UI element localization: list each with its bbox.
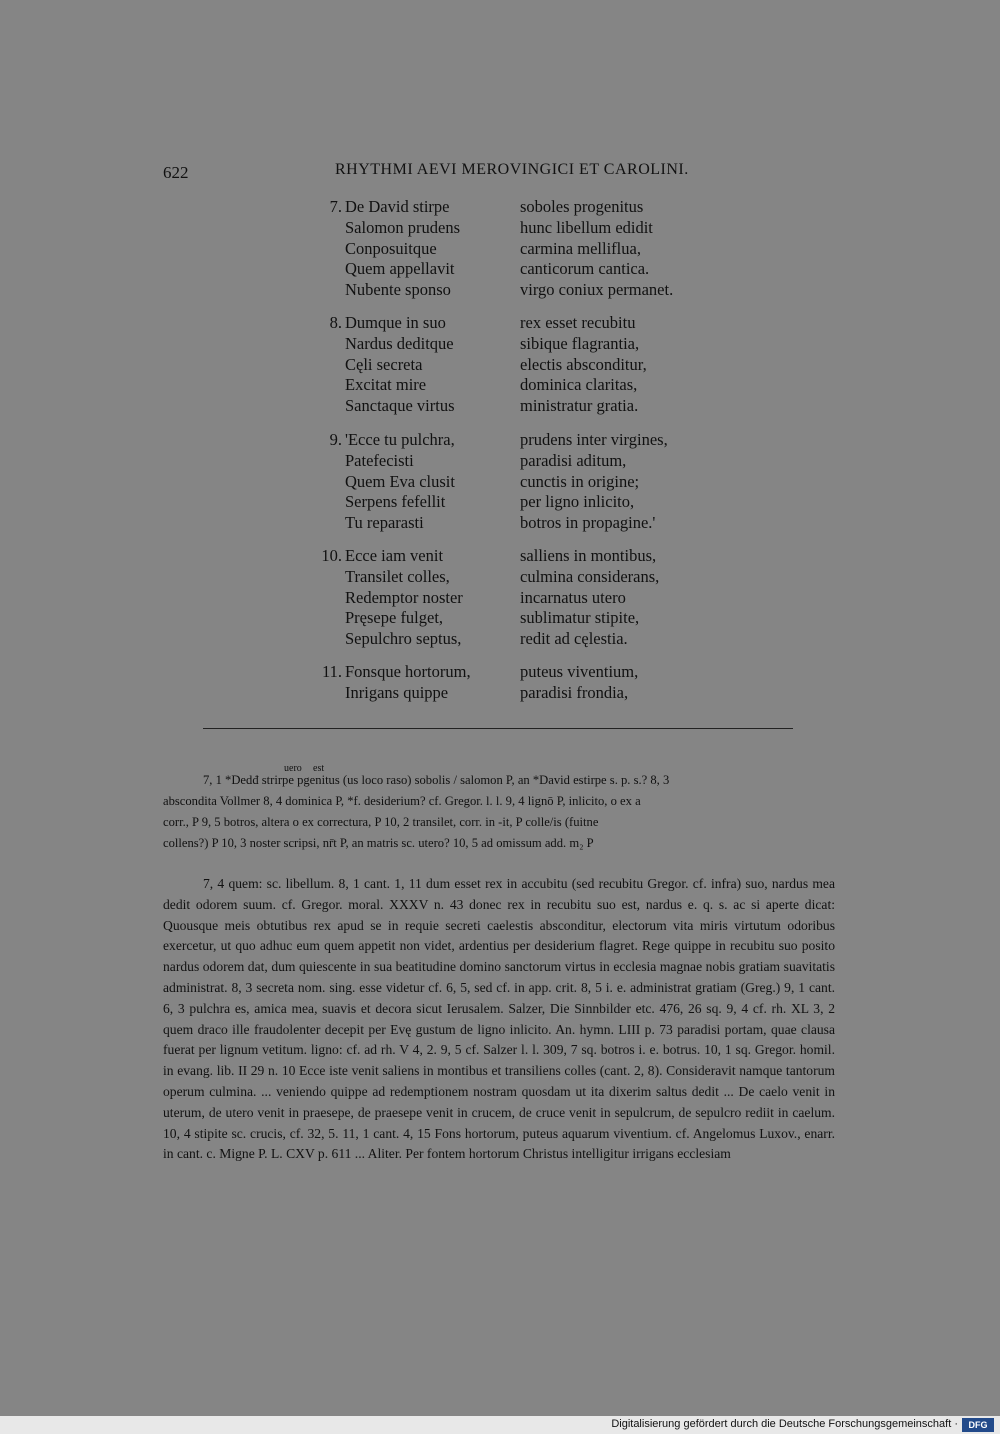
verse-line [300, 472, 720, 493]
stanza-number: 10. [321, 546, 342, 565]
apparatus-line: abscondita Vollmer 8, 4 dominica P, *f. desiderium? cf. Gregor. l. l. 9, 4 lignō P, inlicito, o ex a [163, 794, 641, 808]
verse-second-half: salliens in montibus, [520, 546, 657, 565]
stanza [300, 313, 720, 417]
verse-line [300, 608, 720, 629]
verse-second-half: culmina considerans, [520, 566, 660, 586]
verse-first-half: Transilet colles, [345, 566, 450, 586]
verse-second-half: ministratur gratia. [520, 396, 639, 416]
verse-line [300, 396, 720, 417]
verse-line [300, 546, 720, 567]
apparatus-line: collens?) P 10, 3 noster scripsi, nr̄t P, an matris sc. utero? 10, 5 ad omissum add. m₂ P [163, 836, 594, 850]
stanza [300, 662, 720, 704]
verse-line [300, 375, 720, 396]
verse-second-half: rex esset recubitu [520, 313, 636, 332]
verse-second-half: paradisi frondia, [520, 682, 629, 702]
verse-second-half: virgo coniux permanet. [520, 280, 674, 300]
verse-line [300, 197, 720, 218]
verse-first-half: Fonsque hortorum, [345, 662, 471, 681]
verse-line [300, 588, 720, 609]
verse-line [300, 683, 720, 704]
verse-second-half: puteus viventium, [520, 662, 639, 681]
verse-second-half: carmina melliflua, [520, 238, 641, 258]
verse-first-half: Serpens fefellit [345, 492, 446, 512]
verse-line [300, 259, 720, 280]
verse-first-half: Dumque in suo [345, 313, 446, 332]
dfg-logo: DFG [962, 1418, 994, 1432]
verse-second-half: prudens inter virgines, [520, 430, 668, 449]
stanza-number: 9. [329, 430, 342, 449]
running-title: RHYTHMI AEVI MEROVINGICI ET CAROLINI. [335, 161, 689, 178]
verse-line [300, 334, 720, 355]
verse-second-half: sublimatur stipite, [520, 608, 640, 628]
verse-first-half: Pręsepe fulget, [345, 608, 444, 628]
verse-first-half: Cęli secreta [345, 354, 423, 374]
verse-first-half: Quem Eva clusit [345, 471, 455, 491]
verse-second-half: electis absconditur, [520, 354, 647, 374]
verse-first-half: Salomon prudens [345, 217, 461, 237]
superscript-correction: est [313, 763, 325, 774]
verse-line [300, 513, 720, 534]
verse-second-half: paradisi aditum, [520, 450, 627, 470]
superscript-correction: uero [284, 763, 302, 774]
critical-apparatus [163, 764, 835, 854]
verse-first-half: Nubente sponso [345, 280, 451, 300]
stanza-number: 7. [329, 197, 342, 216]
verse-first-half: Sepulchro septus, [345, 629, 462, 649]
verse-first-half: Nardus deditque [345, 333, 454, 353]
verse-second-half: incarnatus utero [520, 587, 626, 607]
funding-credit: Digitalisierung gefördert durch die Deutsche Forschungsgemeinschaft · [611, 1418, 958, 1430]
separator-rule [203, 728, 793, 729]
verse-line [300, 662, 720, 683]
verse-first-half: Redemptor noster [345, 587, 463, 607]
verse-line [300, 492, 720, 513]
verse-first-half: Conposuitque [345, 238, 437, 258]
verse-second-half: sibique flagrantia, [520, 333, 640, 353]
apparatus-line: 7, 1 *Dedđ strirpe pgenitus (us loco raso) sobolis / salomon P, an *David estirpe s. p. s.? 8, 3 [203, 773, 670, 787]
stanza-number: 8. [329, 313, 342, 332]
verse-line [300, 567, 720, 588]
verse-line [300, 280, 720, 301]
verse-line [300, 239, 720, 260]
verse-second-half: botros in propagine.' [520, 513, 656, 533]
verse-line [300, 430, 720, 451]
verse-second-half: cunctis in origine; [520, 471, 640, 491]
verse-first-half: Ecce iam venit [345, 546, 444, 565]
footer-bar [0, 1416, 1000, 1434]
verse-line [300, 313, 720, 334]
commentary-paragraph: 7, 4 quem: sc. libellum. 8, 1 cant. 1, 11 dum esset rex in accubitu (sed recubitu Gregor. cf. infra) suo, nardus mea dedit odorem suum. cf. Gregor. moral. XXXV n. 43 donec rex in recubitu suo est, nardus e. q. s. ac si aperte dicat: Quousque meis obtutibus rex apud se in requie secreti caelestis absconditur, electorum vita miris virtutum odoribus exercetur, ut quo adhuc eum quem appetit non videt, ardentius per desiderium flagret. Rege quippe in recubitu suo posito nardus odorem dat, dum quiescente in sua beatitudine domino sanctorum virtus in ecclesia magnae nobis gratiam suavitatis administrat. 8, 3 secreta nom. sing. esse videtur cf. 6, 5, sed cf. in app. crit. 8, 5 i. e. administrat gratiam (Greg.) 9, 1 cant. 6, 3 pulchra es, amica mea, suavis et decora sicut Ierusalem. Salzer, Die Sinnbilder etc. 476, 26 sq. 9, 4 cf. rh. XL 3, 2 quem draco ille fraudolenter decepit per Evę gustum de ligno inlicito. An. hymn. LIII p. 73 paradisi portam, quae clausa fuerat per lignum vetitum. ligno: cf. ad rh. V 4, 2. 9, 5 cf. Salzer l. l. 309, 7 sq. botros i. e. botrus. 10, 1 sq. Gregor. homil. in evang. lib. II 29 n. 10 Ecce iste venit saliens in montibus et transiliens colles (cant. 2, 8). Consideravit namque tantorum operum culmina. ... veniendo quippe ad redemptionem nostram quosdam ut ita dixerim saltus dedit ... De caelo venit in uterum, de utero venit in praesepe, de praesepe venit in crucem, de cruce venit in sepulcrum, de sepulcro rediit in caelum. 10, 4 stipite sc. crucis, cf. 32, 5. 11, 1 cant. 4, 15 Fons hortorum, puteus aquarum viventium. cf. Angelomus Luxov., enarr. in cant. c. Migne P. L. CXV p. 611 ... Aliter. Per fontem hortorum Christus intelligitur irrigans ecclesiam [163, 876, 835, 1162]
verse-line [300, 451, 720, 472]
verse-first-half: De David stirpe [345, 197, 450, 216]
verse-second-half: per ligno inlicito, [520, 492, 635, 512]
stanza [300, 430, 720, 534]
apparatus-line: corr., P 9, 5 botros, altera o ex correctura, P 10, 2 transilet, corr. in -it, P colle/is (fuitne [163, 815, 599, 829]
verse-first-half: Inrigans quippe [345, 682, 449, 702]
commentary-notes [163, 874, 835, 1165]
stanza [300, 197, 720, 301]
verse-line [300, 629, 720, 650]
stanza-number: 11. [321, 662, 342, 681]
verse-first-half: Sanctaque virtus [345, 396, 455, 416]
verse-second-half: dominica claritas, [520, 375, 638, 395]
verse-first-half: Excitat mire [345, 375, 427, 395]
verse-first-half: Patefecisti [345, 450, 414, 470]
verse-line [300, 218, 720, 239]
verse-second-half: soboles progenitus [520, 197, 644, 216]
verse-second-half: redit ad cęlestia. [520, 629, 628, 649]
verse-second-half: canticorum cantica. [520, 259, 650, 279]
verse-first-half: Tu reparasti [345, 513, 424, 533]
verse-second-half: hunc libellum edidit [520, 217, 653, 237]
page-number: 622 [163, 163, 189, 182]
verse-first-half: 'Ecce tu pulchra, [345, 430, 455, 449]
verse-first-half: Quem appellavit [345, 259, 455, 279]
verse-line [300, 355, 720, 376]
stanza [300, 546, 720, 650]
